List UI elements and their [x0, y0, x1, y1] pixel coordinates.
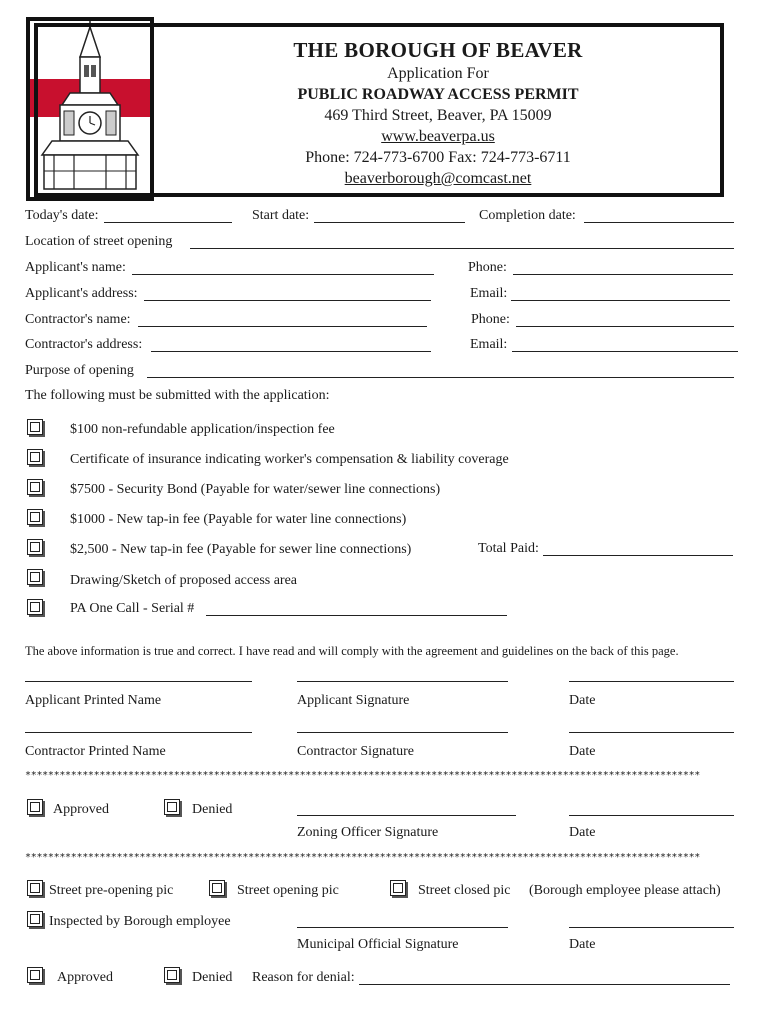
contractor-printed-name-label: Contractor Printed Name: [25, 744, 166, 759]
email-link[interactable]: beaverborough@comcast.net: [344, 170, 532, 187]
municipal-signature-field[interactable]: [297, 927, 508, 928]
checkbox-zoning-approved[interactable]: [27, 799, 43, 815]
applicant-phone-field[interactable]: [513, 274, 733, 275]
applicant-address-label: Applicant's address:: [25, 286, 138, 301]
zoning-date-label: Date: [569, 825, 596, 840]
checkbox-drawing[interactable]: [27, 569, 43, 585]
checkbox-final-denied[interactable]: [164, 967, 180, 983]
municipal-signature-label: Municipal Official Signature: [297, 937, 459, 952]
contractor-email-label: Email:: [470, 337, 508, 352]
applicant-printed-name-label: Applicant Printed Name: [25, 693, 162, 708]
checkbox-inspected[interactable]: [27, 911, 43, 927]
checkbox-pre-opening-pic[interactable]: [27, 880, 43, 896]
completion-date-label: Completion date:: [479, 208, 576, 223]
requirement-label: $100 non-refundable application/inspection fee: [70, 422, 335, 437]
location-field[interactable]: [190, 248, 734, 249]
requirement-label: Certificate of insurance indicating worker's compensation & liability coverage: [70, 452, 509, 467]
todays-date-field[interactable]: [104, 222, 232, 223]
checkbox-water-tap-in[interactable]: [27, 509, 43, 525]
applicant-name-field[interactable]: [132, 274, 434, 275]
contractor-address-label: Contractor's address:: [25, 337, 143, 352]
start-date-label: Start date:: [252, 208, 310, 223]
applicant-name-label: Applicant's name:: [25, 260, 126, 275]
contractor-date-label: Date: [569, 744, 596, 759]
zoning-officer-signature-field[interactable]: [297, 815, 516, 816]
certification-text: The above information is true and correct. I have read and will comply with the agreement and guidelines on the back of this page.: [25, 644, 679, 658]
checkbox-closed-pic[interactable]: [390, 880, 406, 896]
zoning-denied-label: Denied: [192, 802, 233, 817]
requirement-label: Drawing/Sketch of proposed access area: [70, 573, 298, 588]
zoning-approved-label: Approved: [53, 802, 109, 817]
purpose-field[interactable]: [147, 377, 734, 378]
inspected-label: Inspected by Borough employee: [49, 914, 231, 929]
header-address: 469 Third Street, Beaver, PA 15009: [324, 107, 552, 124]
checkbox-application-fee[interactable]: [27, 419, 43, 435]
checkbox-pa-one-call[interactable]: [27, 599, 43, 615]
contractor-printed-name-field[interactable]: [25, 732, 252, 733]
page-title: THE BOROUGH OF BEAVER: [293, 38, 583, 62]
purpose-label: Purpose of opening: [25, 363, 134, 378]
checkbox-zoning-denied[interactable]: [164, 799, 180, 815]
location-label: Location of street opening: [25, 234, 173, 249]
contractor-signature-label: Contractor Signature: [297, 744, 415, 759]
header-text: [188, 27, 688, 189]
checkbox-final-approved[interactable]: [27, 967, 43, 983]
municipal-date-field[interactable]: [569, 927, 734, 928]
requirement-label: $2,500 - New tap-in fee (Payable for sewer line connections): [70, 542, 412, 557]
contractor-signature-field[interactable]: [297, 732, 508, 733]
requirement-label: $7500 - Security Bond (Payable for water/sewer line connections): [70, 482, 441, 497]
final-approved-label: Approved: [57, 970, 113, 985]
applicant-signature-field[interactable]: [297, 681, 508, 682]
star-divider: **********************************************************************************************************************: [25, 853, 701, 863]
star-divider: **********************************************************************************************************************: [25, 771, 701, 781]
completion-date-field[interactable]: [584, 222, 734, 223]
applicant-email-label: Email:: [470, 286, 508, 301]
pre-opening-pic-label: Street pre-opening pic: [49, 883, 174, 898]
attach-note: (Borough employee please attach): [529, 883, 721, 898]
permit-name: PUBLIC ROADWAY ACCESS PERMIT: [297, 86, 579, 103]
contractor-name-field[interactable]: [138, 326, 427, 327]
total-paid-field[interactable]: [543, 555, 733, 556]
pa-one-call-serial-field[interactable]: [206, 615, 507, 616]
header-phone-fax: Phone: 724-773-6700 Fax: 724-773-6711: [305, 149, 571, 166]
closed-pic-label: Street closed pic: [418, 883, 511, 898]
checkbox-opening-pic[interactable]: [209, 880, 225, 896]
reason-for-denial-field[interactable]: [359, 984, 730, 985]
municipal-date-label: Date: [569, 937, 596, 952]
applicant-printed-name-field[interactable]: [25, 681, 252, 682]
zoning-officer-signature-label: Zoning Officer Signature: [297, 825, 439, 840]
total-paid-label: Total Paid:: [478, 541, 539, 556]
applicant-signature-label: Applicant Signature: [297, 693, 410, 708]
header-box: [34, 23, 724, 197]
contractor-name-label: Contractor's name:: [25, 312, 131, 327]
checkbox-sewer-tap-in[interactable]: [27, 539, 43, 555]
contractor-date-field[interactable]: [569, 732, 734, 733]
contractor-phone-label: Phone:: [471, 312, 510, 327]
applicant-phone-label: Phone:: [468, 260, 507, 275]
todays-date-label: Today's date:: [25, 208, 99, 223]
start-date-field[interactable]: [314, 222, 465, 223]
requirement-label: PA One Call - Serial #: [70, 601, 195, 616]
applicant-address-field[interactable]: [144, 300, 431, 301]
checkbox-security-bond[interactable]: [27, 479, 43, 495]
opening-pic-label: Street opening pic: [237, 883, 339, 898]
contractor-email-field[interactable]: [512, 351, 738, 352]
contractor-phone-field[interactable]: [516, 326, 734, 327]
contractor-address-field[interactable]: [151, 351, 431, 352]
header-subtitle: Application For: [387, 65, 489, 82]
zoning-date-field[interactable]: [569, 815, 734, 816]
applicant-date-field[interactable]: [569, 681, 734, 682]
requirement-label: $1000 - New tap-in fee (Payable for water line connections): [70, 512, 407, 527]
requirements-intro: The following must be submitted with the application:: [25, 388, 330, 403]
reason-for-denial-label: Reason for denial:: [252, 970, 355, 985]
website-link[interactable]: www.beaverpa.us: [381, 128, 495, 145]
applicant-date-label: Date: [569, 693, 596, 708]
checkbox-insurance[interactable]: [27, 449, 43, 465]
final-denied-label: Denied: [192, 970, 233, 985]
applicant-email-field[interactable]: [511, 300, 730, 301]
